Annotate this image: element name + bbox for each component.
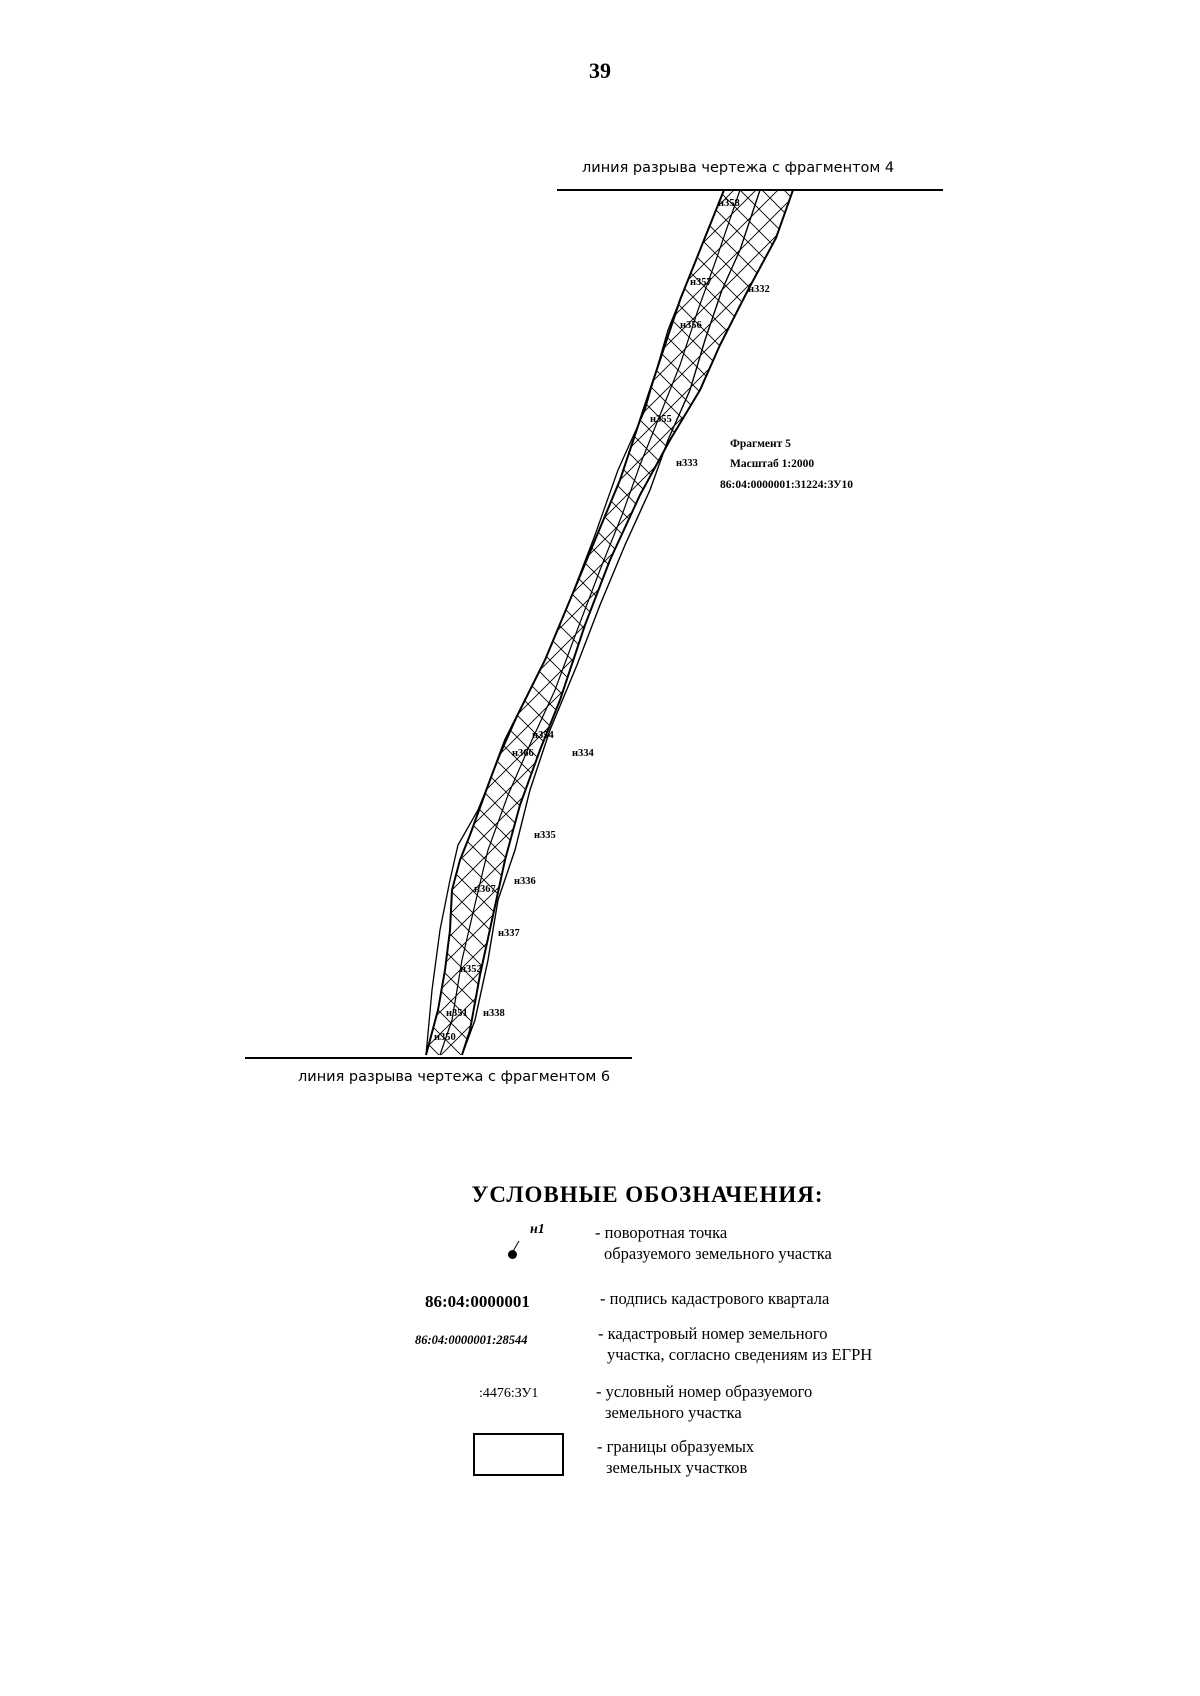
legend-quarter-description [600,1288,829,1309]
legend-desc-line1: - кадастровый номер земельного [598,1324,828,1343]
point-label: н358 [718,198,740,209]
point-label: н354 [532,730,554,741]
point-label: н366 [512,748,534,759]
point-label: н336 [514,876,536,887]
legend-desc-line2: образуемого земельного участка [604,1244,832,1263]
parcel-hatch [400,180,820,1070]
point-label: н338 [483,1008,505,1019]
legend-cadastral-description [598,1323,872,1365]
legend-desc-line2: земельных участков [606,1458,748,1477]
point-label: н357 [690,277,712,288]
parcel-boundary-right [462,190,793,1055]
fragment-parcel-id: 86:04:0000001:31224:ЗУ10 [720,479,854,491]
legend-title: УСЛОВНЫЕ ОБОЗНАЧЕНИЯ: [471,1182,824,1207]
legend-desc-line1: - поворотная точка [595,1223,728,1242]
legend-cadastral-symbol: 86:04:0000001:28544 [415,1333,528,1347]
point-label: н351 [446,1008,468,1019]
point-label: н332 [748,284,770,295]
point-label: н334 [572,748,594,759]
point-label: н352 [460,964,482,975]
legend-quarter-symbol: 86:04:0000001 [425,1292,530,1311]
legend-point-symbol-label: н1 [530,1222,545,1237]
legend-conditional-description [596,1381,812,1423]
bottom-break-label: линия разрыва чертежа с фрагментом 6 [298,1069,611,1085]
legend-desc-line1: - подпись кадастрового квартала [600,1289,830,1308]
legend-desc-line2: участка, согласно сведениям из ЕГРН [607,1345,873,1364]
legend-conditional-symbol: :4476:ЗУ1 [479,1386,539,1401]
point-label: н337 [498,928,520,939]
point-label: н356 [680,320,702,331]
boundary-rectangle-icon [473,1433,564,1476]
legend-desc-line1: - условный номер образуемого [596,1382,813,1401]
top-break-label: линия разрыва чертежа с фрагментом 4 [582,160,895,176]
legend-point-description [595,1222,832,1264]
point-label: н333 [676,458,698,469]
point-label: н350 [434,1032,456,1043]
fragment-caption [720,438,853,491]
point-marker-icon [508,1250,517,1259]
legend-desc-line2: земельного участка [605,1403,742,1422]
fragment-title: Фрагмент 5 [730,438,791,450]
point-label: н367 [474,884,496,895]
legend-boundary-description [597,1436,754,1478]
page-number: 39 [589,58,611,83]
point-label: н335 [534,830,556,841]
fragment-scale: Масштаб 1:2000 [730,458,815,470]
legend-desc-line1: - границы образуемых [597,1437,755,1456]
point-label: н355 [650,414,672,425]
